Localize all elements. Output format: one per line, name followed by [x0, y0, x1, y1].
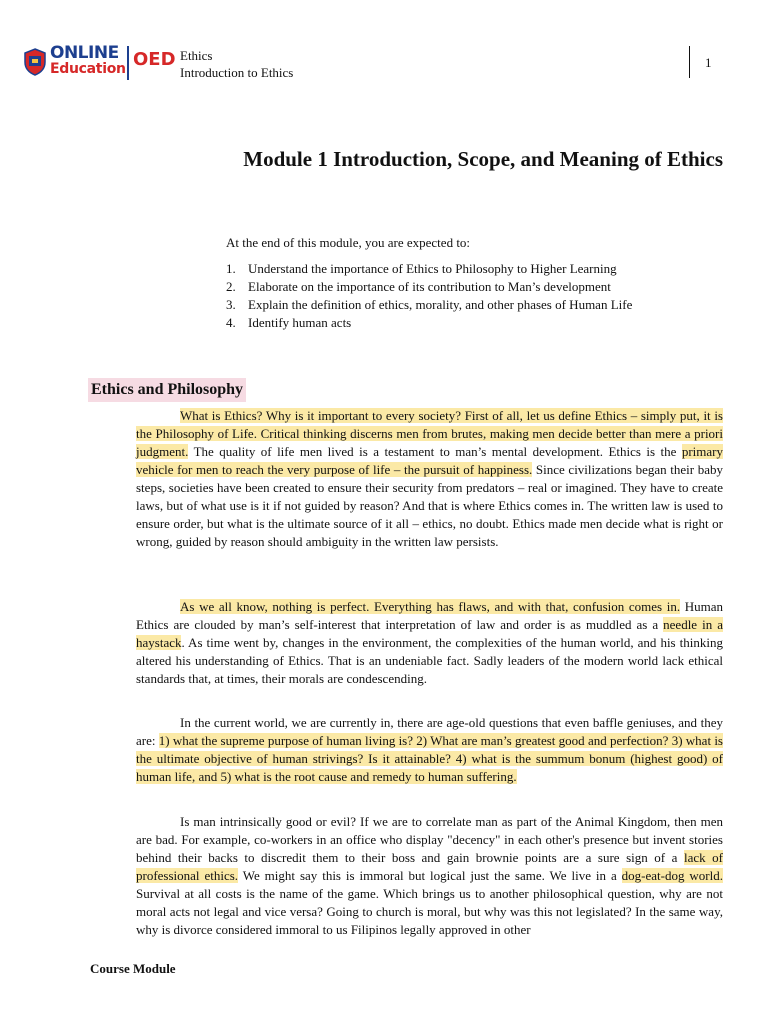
list-item-number: 4. [226, 315, 236, 330]
header-course-title: Introduction to Ethics [180, 65, 294, 80]
paragraph-text: The quality of life men lived is a testament to man’s mental development. Ethics is the [188, 444, 682, 459]
logo-divider [127, 46, 129, 80]
list-item-text: Explain the definition of ethics, morality, and other phases of Human Life [248, 297, 633, 312]
shield-icon [24, 48, 46, 76]
body-paragraph [136, 813, 723, 939]
paragraph-text: Human Ethics are clouded by man’s self-interest that interpretation of law and order is as muddled as a [136, 599, 723, 632]
list-item [226, 314, 632, 332]
highlighted-text: As we all know, nothing is perfect. Everything has flaws, and with that, confusion comes in. [180, 599, 681, 614]
list-item-text: Identify human acts [248, 315, 352, 330]
page-header [0, 0, 768, 100]
objectives-intro: At the end of this module, you are expected to: [226, 235, 471, 250]
page-number: 1 [705, 55, 712, 70]
module-title: Module 1 Introduction, Scope, and Meaning of Ethics [243, 147, 723, 171]
highlighted-text: primary vehicle for men to reach the very purpose of life – the pursuit of happiness. [136, 444, 723, 477]
paragraph-text: In the current world, we are currently in, there are age-old questions that even baffle geniuses, and they are: [136, 715, 723, 748]
objectives-list [226, 260, 632, 332]
header-rule [689, 46, 690, 78]
online-education-logo [24, 44, 174, 84]
logo-oed-text: OED [133, 49, 176, 70]
list-item [226, 296, 632, 314]
logo-education-text: Education [50, 61, 126, 77]
highlighted-text: What is Ethics? Why is it important to every society? First of all, let us define Ethics – simply put, it is the Philosophy of Life. Critical thinking discerns men from brutes, making men decide better than mere a priori judgment. [136, 408, 723, 459]
highlighted-text: lack of professional ethics. [136, 850, 723, 883]
paragraph-text: We might say this is immoral but logical just the same. We live in a [238, 868, 622, 883]
body-paragraph [136, 598, 723, 688]
paragraph-text: Survival at all costs is the name of the game. Which brings us to another philosophical question, why are not moral acts not legal and vice versa? Going to church is moral, but why was this not legislated? In the same way, why is divorce considered immoral to us Filipinos legally approved in other [136, 886, 723, 937]
list-item-number: 3. [226, 297, 236, 312]
list-item [226, 260, 632, 278]
list-item-text: Understand the importance of Ethics to Philosophy to Higher Learning [248, 261, 617, 276]
paragraph-text: Is man intrinsically good or evil? If we are to correlate man as part of the Animal Kingdom, then men are bad. For example, co-workers in an office who display "decency" in each other's presence but invent stories behind their backs to discredit them to their boss and gain brownie points are a sure sign of a [136, 814, 723, 865]
paragraph-text: Since civilizations began their baby steps, societies have been created to ensure their security from predators – real or imagined. They have to create laws, but of what use is it if not guided by reason? And that is where Ethics comes in. The written law is used to ensure order, but what is the ultimate source of it all – ethics, no doubt. Ethics made men decide what is right or wrong, guided by reason should ambiguity in the written law persists. [136, 462, 723, 549]
highlighted-text: needle in a haystack [136, 617, 723, 650]
body-paragraph [136, 714, 723, 786]
highlighted-text: 1) what the supreme purpose of human living is? 2) What are man’s greatest good and perfection? 3) what is the ultimate objective of human strivings? Is it attainable? 4) what is the summum bonum (highest good) of human life, and 5) what is the root cause and remedy to human suffering. [136, 733, 723, 784]
list-item-number: 2. [226, 279, 236, 294]
page-footer: Course Module [90, 961, 176, 976]
header-subject: Ethics [180, 48, 213, 63]
list-item-text: Elaborate on the importance of its contribution to Man’s development [248, 279, 611, 294]
highlighted-text: dog-eat-dog world. [621, 868, 723, 883]
logo-online-text: ONLINE [50, 43, 119, 63]
list-item [226, 278, 632, 296]
header-course-info [180, 47, 293, 81]
section-heading: Ethics and Philosophy [88, 378, 246, 402]
list-item-number: 1. [226, 261, 236, 276]
paragraph-text: . As time went by, changes in the environment, the complexities of the human world, and his thinking altered his understanding of Ethics. That is an undeniable fact. Sadly leaders of the modern world lack ethical standards that, at times, their morals are condescending. [136, 635, 723, 686]
body-paragraph [136, 407, 723, 551]
